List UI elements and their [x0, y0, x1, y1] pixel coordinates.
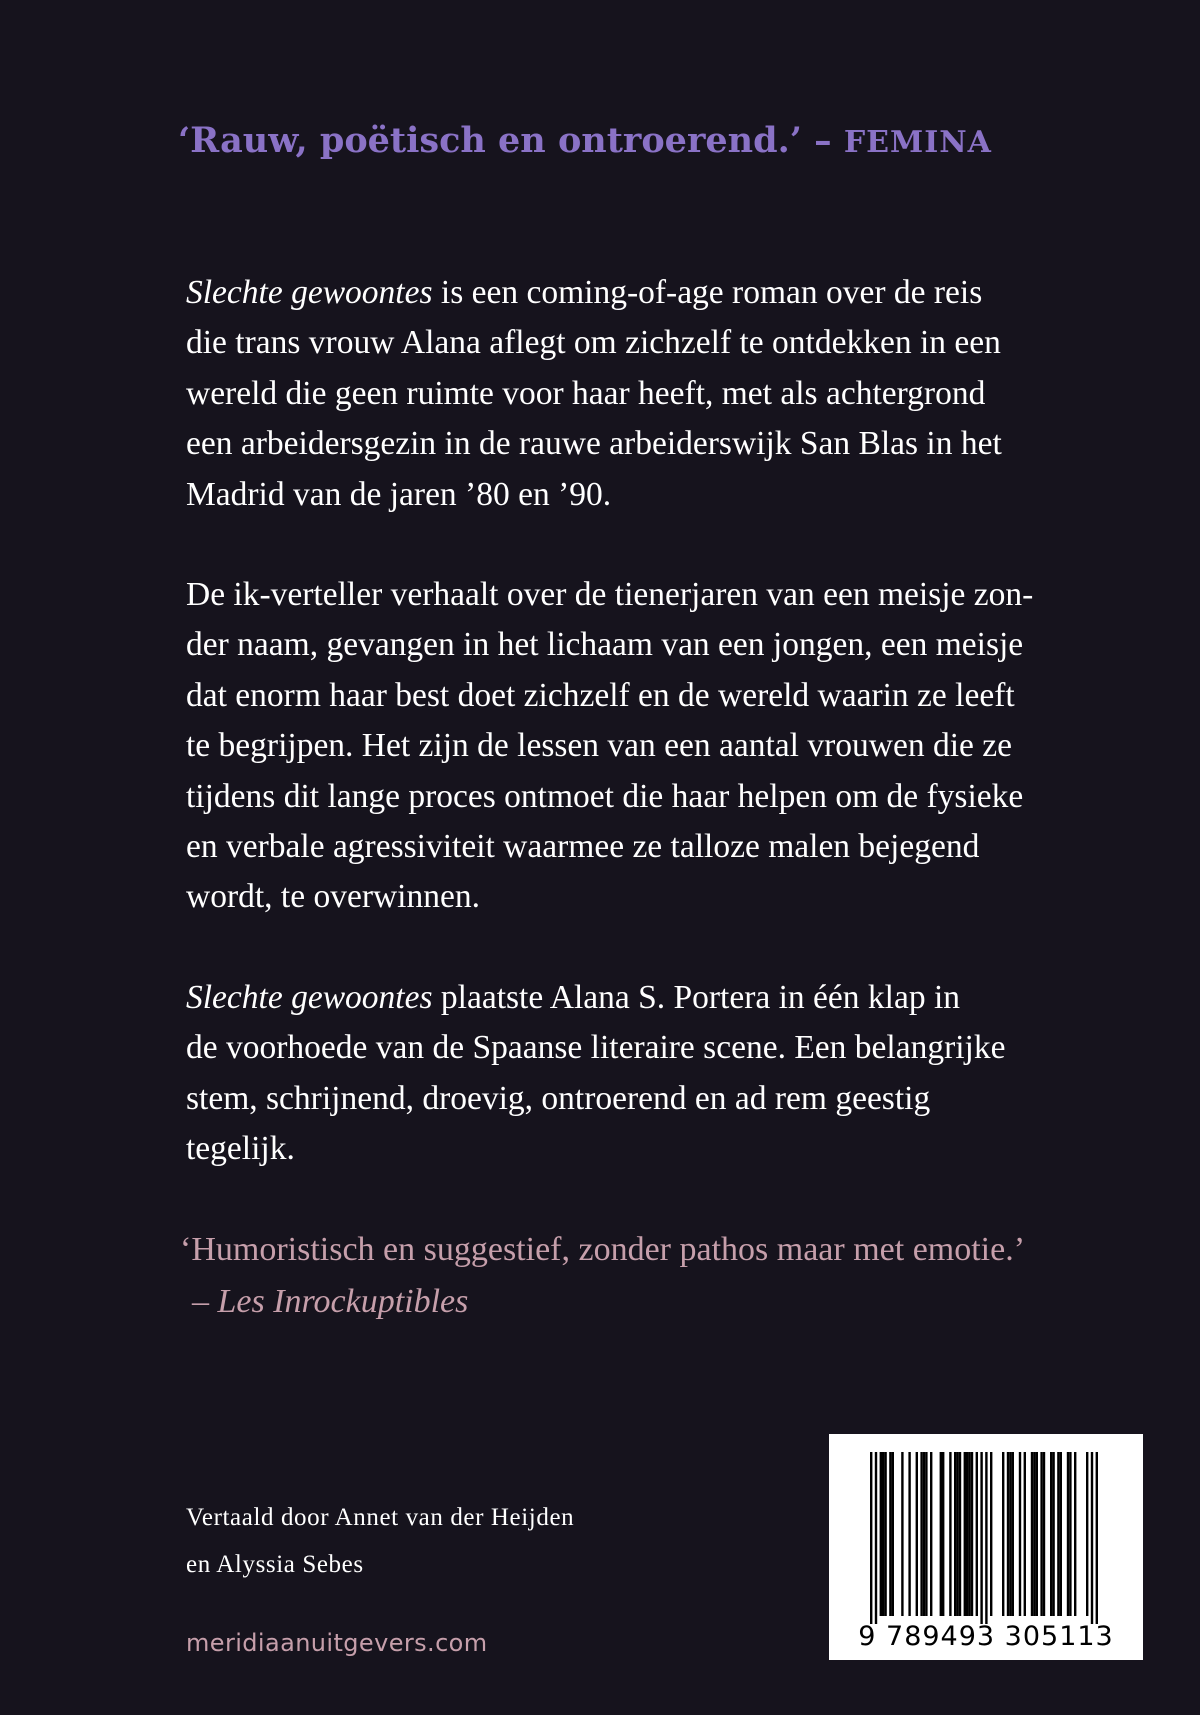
barcode-bar — [942, 1452, 944, 1616]
paragraph-line: tijdens dit lange proces ontmoet die haar helpen om de fysieke — [186, 777, 1024, 815]
barcode-bar — [990, 1452, 992, 1616]
barcode-bar — [930, 1452, 932, 1616]
barcode-bar — [870, 1452, 872, 1624]
bottom-quote-text: ‘Humoristisch en suggestief, zonder pathos maar met emotie.’ — [180, 1231, 1026, 1268]
barcode-bar — [1031, 1452, 1033, 1616]
top-quote-text: ‘Rauw, poëtisch en ontroerend.’ – — [178, 120, 844, 161]
barcode-bar — [954, 1452, 956, 1616]
paragraph-line: tegelijk. — [186, 1130, 295, 1168]
barcode-bar — [1007, 1452, 1009, 1616]
barcode-bar — [908, 1452, 910, 1616]
synopsis-paragraph-3 — [186, 973, 1086, 1175]
paragraph-line: te begrijpen. Het zijn de lessen van een aantal vrouwen die ze — [186, 727, 1012, 765]
paragraph-line: dat enorm haar best doet zichzelf en de wereld waarin ze leeft — [186, 676, 1015, 714]
barcode-bar — [1002, 1452, 1004, 1616]
synopsis-paragraph-1 — [186, 268, 1086, 520]
paragraph-line: de voorhoede van de Spaanse literaire scene. Een belangrijke — [186, 1029, 1006, 1067]
paragraph-line: die trans vrouw Alana aflegt om zichzelf te ontdekken in een — [186, 324, 1001, 362]
barcode-bar — [956, 1452, 958, 1616]
translator-credit — [186, 1494, 574, 1588]
barcode-bar — [1040, 1452, 1042, 1616]
barcode-bar — [1036, 1452, 1038, 1616]
bottom-review-quote — [180, 1224, 1140, 1328]
bottom-quote-source: – Les Inrockuptibles — [192, 1283, 469, 1320]
synopsis-paragraph-2 — [186, 570, 1086, 923]
barcode-bar — [1033, 1452, 1035, 1616]
barcode-bar — [940, 1452, 942, 1616]
paragraph-line: stem, schrijnend, droevig, ontroerend en ad rem geestig — [186, 1079, 931, 1117]
barcode-bar — [875, 1452, 877, 1624]
barcode-bar — [976, 1452, 978, 1616]
barcode-bar — [1091, 1452, 1093, 1624]
translator-line-2: en Alyssia Sebes — [186, 1551, 364, 1578]
barcode-bar — [889, 1452, 891, 1616]
barcode-bar — [1019, 1452, 1021, 1616]
barcode-bar — [1009, 1452, 1011, 1616]
barcode-bar — [1052, 1452, 1054, 1616]
book-title: Slechte gewoontes — [186, 274, 433, 311]
barcode-bar — [949, 1452, 951, 1616]
paragraph-line: een arbeidersgezin in de rauwe arbeiderswijk San Blas in het — [186, 425, 1002, 463]
paragraph-line: Slechte gewoontes is een coming-of-age roman over de reis — [186, 274, 983, 311]
barcode-bar — [964, 1452, 966, 1616]
barcode-bar — [1086, 1452, 1088, 1616]
barcode-bar — [901, 1452, 903, 1616]
top-review-quote — [178, 116, 1158, 168]
translator-line-1: Vertaald door Annet van der Heijden — [186, 1504, 575, 1531]
barcode-bar — [966, 1452, 968, 1616]
barcode-bar — [1060, 1452, 1062, 1616]
barcode-bar — [1069, 1452, 1071, 1616]
barcode-bar — [920, 1452, 922, 1616]
paragraph-line: en verbale agressiviteit waarmee ze talloze malen bejegend — [186, 828, 980, 866]
top-quote-source: FEMINA — [843, 125, 992, 160]
barcode-bar — [971, 1452, 973, 1616]
paragraph-line: der naam, gevangen in het lichaam van een jongen, een meisje — [186, 626, 1024, 664]
barcode-bar — [959, 1452, 961, 1616]
barcode-bars — [829, 1434, 1143, 1624]
barcode-bar — [880, 1452, 882, 1616]
barcode-bar — [882, 1452, 884, 1616]
paragraph-line: De ik-verteller verhaalt over de tienerjaren van een meisje zon- — [186, 576, 1034, 613]
barcode-bar — [923, 1452, 925, 1616]
barcode-bar — [1012, 1452, 1014, 1616]
barcode-bar — [884, 1452, 886, 1616]
isbn-number: 9 789493 305113 — [858, 1621, 1114, 1652]
paragraph-line: Madrid van de jaren ’80 en ’90. — [186, 475, 612, 513]
barcode-bar — [985, 1452, 987, 1624]
barcode-bar — [1067, 1452, 1069, 1616]
book-title: Slechte gewoontes — [186, 979, 433, 1016]
barcode — [829, 1434, 1143, 1660]
barcode-bar — [925, 1452, 927, 1616]
paragraph-line: wordt, te overwinnen. — [186, 878, 480, 916]
barcode-bar — [1096, 1452, 1098, 1624]
barcode-bar — [1057, 1452, 1059, 1616]
barcode-bar — [968, 1452, 970, 1616]
barcode-bar — [1043, 1452, 1045, 1616]
barcode-bar — [916, 1452, 918, 1616]
barcode-bar — [980, 1452, 982, 1624]
barcode-bar — [1074, 1452, 1076, 1616]
publisher-website: meridiaanuitgevers.com — [186, 1629, 488, 1657]
barcode-bar — [1050, 1452, 1052, 1616]
barcode-bar — [892, 1452, 894, 1616]
paragraph-line: Slechte gewoontes plaatste Alana S. Portera in één klap in — [186, 979, 961, 1016]
paragraph-line: wereld die geen ruimte voor haar heeft, met als achtergrond — [186, 374, 986, 412]
barcode-bar — [1024, 1452, 1026, 1616]
